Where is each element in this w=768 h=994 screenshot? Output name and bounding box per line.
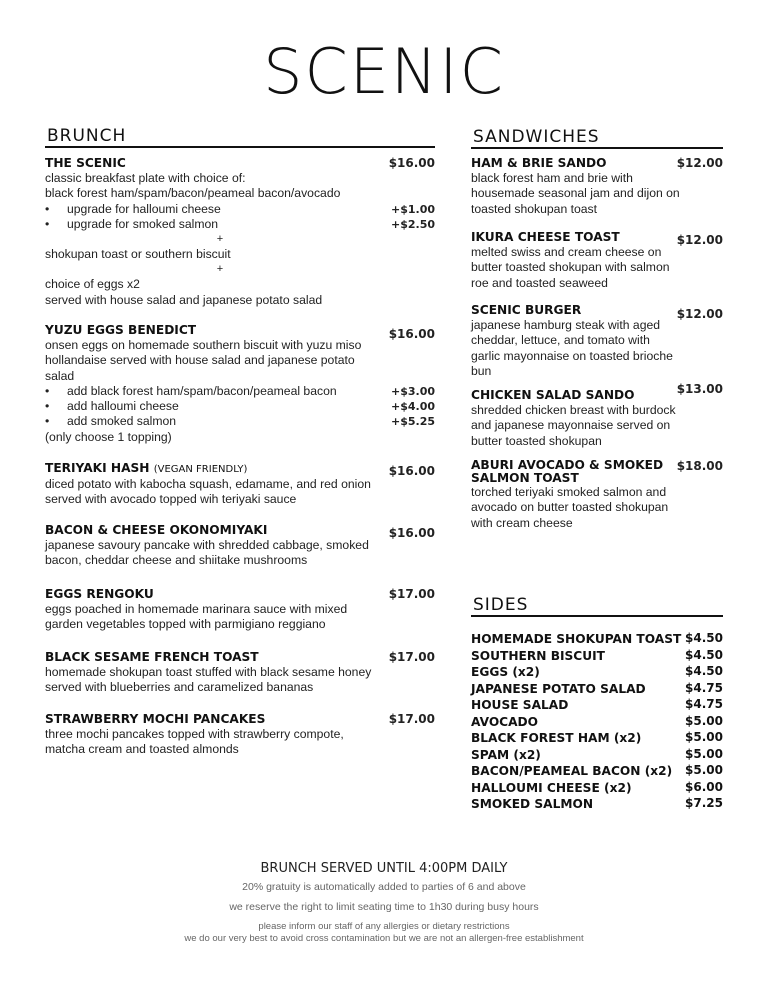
side-item: [471, 729, 723, 746]
upgrade-label: upgrade for halloumi cheese: [67, 201, 221, 216]
menu-item-strawberry-mochi-pancakes: [45, 712, 435, 758]
item-description: three mochi pancakes topped with strawberry compote, matcha cream and toasted almonds: [45, 727, 344, 757]
vegan-tag: (VEGAN FRIENDLY): [153, 464, 248, 475]
upgrade-label: upgrade for smoked salmon: [67, 216, 219, 231]
addon-label: add halloumi cheese: [67, 399, 179, 414]
bullet-icon: •: [45, 201, 50, 216]
brunch-heading: BRUNCH: [45, 126, 435, 148]
allergy-disclaimer: we do our very best to avoid cross contamination but we are not an allergen-free establishment: [184, 933, 584, 944]
menu-item-ham-brie-sando: [471, 156, 723, 217]
item-description: classic breakfast plate with choice of:: [45, 171, 246, 185]
item-description: torched teriyaki smoked salmon and avocado on butter toasted shokupan with cream cheese: [471, 485, 669, 530]
allergy-notice: please inform our staff of any allergies or dietary restrictions: [258, 921, 510, 932]
side-item: [471, 713, 723, 730]
brunch-hours: BRUNCH SERVED UNTIL 4:00PM DAILY: [260, 861, 508, 876]
item-name-row: [45, 461, 435, 477]
item-price: $17.00: [388, 712, 435, 726]
upgrade-price: +$1.00: [390, 202, 435, 216]
item-name: HAM & BRIE SANDO: [471, 156, 607, 170]
addon-option: [45, 399, 435, 414]
item-description: black forest ham and brie with housemade seasonal jam and dijon on toasted shokupan toast: [471, 171, 680, 216]
item-price: $12.00: [676, 233, 723, 247]
menu-item-chicken-salad-sando: [471, 382, 723, 449]
plus-separator: +: [216, 263, 224, 276]
seating-notice: we reserve the right to limit seating time to 1h30 during busy hours: [229, 901, 539, 913]
side-price: $6.00: [685, 779, 723, 794]
side-item: [471, 779, 723, 796]
menu-item-teriyaki-hash: [45, 461, 435, 508]
side-name: SMOKED SALMON: [471, 797, 594, 811]
menu-item-scenic-burger: [471, 303, 723, 379]
item-price: $16.00: [388, 526, 435, 540]
menu-item-black-sesame-french-toast: [45, 650, 435, 696]
side-item: [471, 630, 723, 647]
item-description: shredded chicken breast with burdock and japanese mayonnaise served on butter toasted shokupan: [471, 403, 676, 448]
side-name: AVOCADO: [471, 714, 539, 729]
item-price: $18.00: [676, 459, 723, 473]
addon-option: [45, 384, 435, 399]
menu-item-eggs-rengoku: [45, 587, 435, 633]
side-item: [471, 696, 723, 713]
addon-option: [45, 414, 435, 429]
side-price: $4.75: [685, 697, 723, 711]
sides-list: [471, 630, 723, 812]
item-name: TERIYAKI HASH: [45, 461, 150, 475]
topping-note: (only choose 1 topping): [45, 429, 172, 444]
side-name: BLACK FOREST HAM (x2): [471, 731, 642, 745]
side-name: SOUTHERN BISCUIT: [471, 648, 605, 663]
menu-item-ikura-cheese-toast: [471, 230, 723, 291]
item-name: BLACK SESAME FRENCH TOAST: [45, 650, 259, 664]
addon-label: add smoked salmon: [67, 414, 177, 429]
upgrade-price: +$2.50: [390, 217, 435, 231]
bullet-icon: •: [45, 414, 50, 429]
side-name: HALLOUMI CHEESE (x2): [471, 780, 632, 795]
bullet-icon: •: [45, 216, 50, 231]
item-price: $16.00: [388, 464, 435, 478]
side-price: $4.50: [685, 664, 723, 678]
item-name: BACON & CHEESE OKONOMIYAKI: [45, 523, 268, 537]
item-price: $12.00: [676, 156, 723, 170]
restaurant-title: SCENIC: [263, 35, 505, 108]
item-description: served with house salad and japanese potato salad: [45, 292, 323, 307]
side-name: BACON/PEAMEAL BACON (x2): [471, 764, 673, 778]
side-item: [471, 746, 723, 763]
menu-item-yuzu-eggs-benedict: [45, 323, 435, 445]
plus-separator: +: [216, 233, 224, 246]
side-name: EGGS (x2): [471, 665, 540, 679]
side-item: [471, 663, 723, 680]
side-item: [471, 762, 723, 779]
side-name: SPAM (x2): [471, 747, 541, 762]
side-price: $4.75: [685, 680, 723, 695]
item-name: ABURI AVOCADO & SMOKED SALMON TOAST: [471, 458, 664, 485]
upgrade-option: [45, 217, 435, 232]
item-description: homemade shokupan toast stuffed with black sesame honey served with blueberries and caramelized bananas: [45, 665, 372, 695]
item-price: $12.00: [676, 307, 723, 321]
addon-price: +$5.25: [390, 415, 435, 429]
side-name: HOUSE SALAD: [471, 698, 569, 712]
side-price: $5.00: [685, 713, 723, 728]
item-name: STRAWBERRY MOCHI PANCAKES: [45, 712, 266, 726]
item-description: black forest ham/spam/bacon/peameal bacon/avocado: [45, 186, 341, 201]
side-price: $5.00: [685, 763, 723, 777]
item-price: $16.00: [388, 327, 435, 341]
item-description: shokupan toast or southern biscuit: [45, 247, 231, 262]
item-name: EGGS RENGOKU: [45, 587, 154, 601]
addon-label: add black forest ham/spam/bacon/peameal bacon: [67, 383, 337, 398]
sides-heading: SIDES: [471, 595, 723, 617]
bullet-icon: •: [45, 399, 50, 414]
item-description: onsen eggs on homemade southern biscuit with yuzu miso hollandaise served with house salad and japanese potato salad: [45, 338, 362, 383]
item-description: melted swiss and cream cheese on butter toasted shokupan with salmon roe and toasted seaweed: [471, 245, 670, 290]
menu-item-okonomiyaki: [45, 523, 435, 569]
item-description: japanese hamburg steak with aged cheddar, lettuce, and tomato with garlic mayonnaise on toasted brioche bun: [471, 318, 673, 378]
side-price: $5.00: [685, 746, 723, 761]
item-description: diced potato with kabocha squash, edamame, and red onion served with avocado topped wih teriyaki sauce: [45, 477, 371, 507]
item-price: $13.00: [676, 382, 723, 396]
side-name: JAPANESE POTATO SALAD: [471, 681, 646, 696]
menu-item-aburi-avocado-salmon-toast: [471, 459, 723, 531]
item-description: eggs poached in homemade marinara sauce with mixed garden vegetables topped with parmigiano reggiano: [45, 602, 348, 632]
addon-price: +$4.00: [390, 400, 435, 414]
side-price: $4.50: [685, 631, 723, 645]
item-name: CHICKEN SALAD SANDO: [471, 388, 635, 402]
item-description: choice of eggs x2: [45, 277, 140, 292]
menu-item-the-scenic: [45, 156, 435, 308]
item-description: japanese savoury pancake with shredded cabbage, smoked bacon, cheddar cheese and shiitake mushrooms: [45, 538, 369, 568]
side-item: [471, 680, 723, 697]
gratuity-notice: 20% gratuity is automatically added to parties of 6 and above: [242, 881, 526, 893]
sandwiches-heading: SANDWICHES: [471, 127, 723, 149]
side-price: $4.50: [685, 647, 723, 662]
item-price: $17.00: [388, 650, 435, 664]
item-name: SCENIC BURGER: [471, 303, 582, 317]
side-item: [471, 795, 723, 812]
side-price: $5.00: [685, 730, 723, 744]
item-price: $16.00: [388, 156, 435, 170]
item-name: YUZU EGGS BENEDICT: [45, 323, 197, 337]
side-name: HOMEMADE SHOKUPAN TOAST: [471, 632, 682, 646]
item-name: THE SCENIC: [45, 156, 126, 170]
side-price: $7.25: [685, 796, 723, 810]
addon-price: +$3.00: [390, 384, 435, 398]
item-price: $17.00: [388, 587, 435, 601]
upgrade-option: [45, 202, 435, 217]
item-name: IKURA CHEESE TOAST: [471, 230, 620, 244]
bullet-icon: •: [45, 383, 50, 398]
side-item: [471, 647, 723, 664]
